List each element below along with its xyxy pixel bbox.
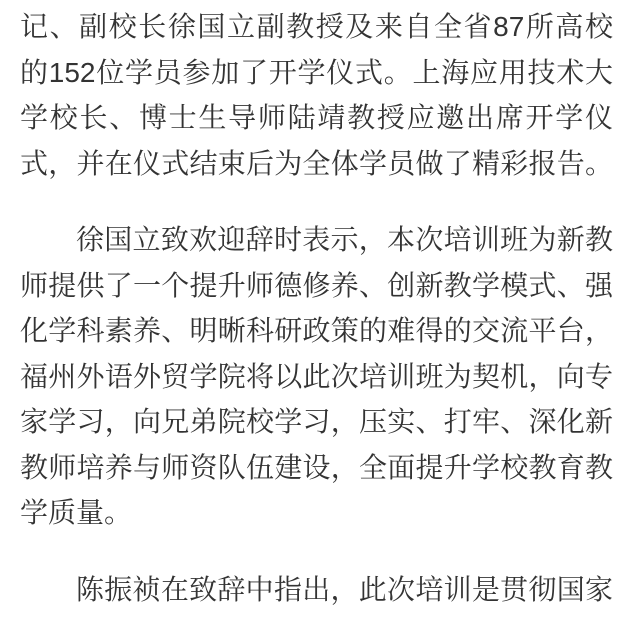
text-line: 记、副校长徐国立副教授及来自全省87所高校 xyxy=(20,11,613,42)
text-line: 家学习，向兄弟院校学习，压实、打牢、深化新 xyxy=(20,406,613,437)
paragraph-3 xyxy=(20,567,613,613)
text-line: 陈振祯在致辞中指出，此次培训是贯彻国家 xyxy=(76,573,613,605)
text-line: 福州外语外贸学院将以此次培训班为契机，向专 xyxy=(20,360,613,392)
paragraph-1 xyxy=(20,4,613,186)
text-line: 徐国立致欢迎辞时表示，本次培训班为新教 xyxy=(76,224,613,255)
text-line: 式，并在仪式结束后为全体学员做了精彩报告。 xyxy=(20,147,613,179)
text-line: 学质量。 xyxy=(20,497,133,528)
text-line: 教师培养与师资队伍建设，全面提升学校教育教 xyxy=(20,451,613,483)
paragraph-2 xyxy=(20,217,613,536)
text-line: 学校长、博士生导师陆靖教授应邀出席开学仪 xyxy=(20,102,613,133)
text-line: 师提供了一个提升师德修养、创新教学模式、强 xyxy=(20,269,613,301)
text-line: 的152位学员参加了开学仪式。上海应用技术大 xyxy=(20,56,613,88)
text-line: 化学科素养、明晰科研政策的难得的交流平台， xyxy=(20,315,613,346)
